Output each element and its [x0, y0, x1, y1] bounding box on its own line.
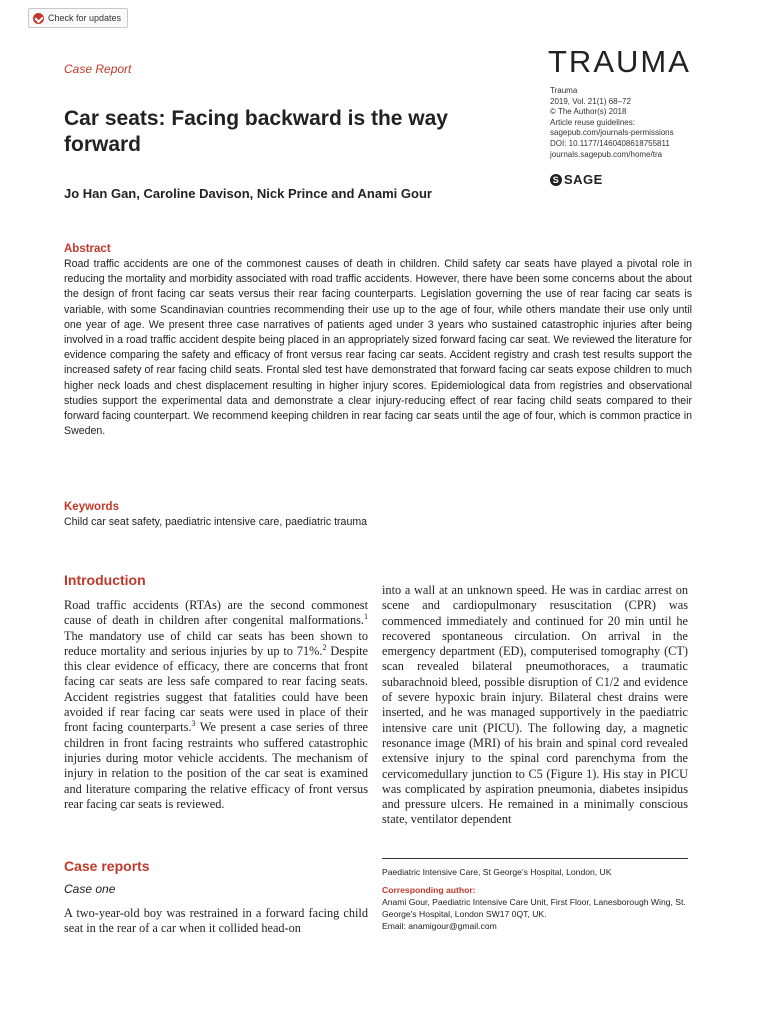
abstract-heading: Abstract: [64, 243, 111, 255]
reference-link[interactable]: 3: [191, 719, 196, 729]
case-one-heading: Case one: [64, 882, 116, 896]
keywords-heading: Keywords: [64, 501, 119, 513]
affiliation: Paediatric Intensive Care, St George's Hospital, London, UK: [382, 867, 612, 877]
case-one-paragraph: A two-year-old boy was restrained in a forward facing child seat in the rear of a car when it collided head-on: [64, 906, 368, 936]
intro-text-part: Road traffic accidents (RTAs) are the second commonest cause of death in children after congenital malformations.: [64, 598, 368, 628]
journal-info: [550, 86, 720, 160]
journal-info-line: 2019, Vol. 21(1) 68–72: [550, 96, 631, 106]
intro-text-part: The mandatory use of child car seats has been shown to reduce mortality and serious injuries by up to 71%.: [64, 628, 368, 658]
reference-link[interactable]: 2: [322, 642, 327, 652]
check-icon: [33, 13, 44, 24]
journal-info-line: © The Author(s) 2018: [550, 107, 627, 117]
intro-text-part: Despite this clear evidence of efficacy, there are concerns that front facing car seats are less safe compared to rear facing seats. Accident registries suggest that fatalities could have been avoided if rear facing car seats were used in place of their front facing counterparts.: [64, 643, 368, 735]
check-for-updates-badge[interactable]: [28, 8, 128, 28]
publisher-logo: [550, 172, 603, 187]
footnote-divider: [382, 858, 688, 859]
corresponding-email[interactable]: Email: anamigour@gmail.com: [382, 920, 497, 931]
check-for-updates-label: Check for updates: [48, 13, 122, 23]
sage-icon: S: [550, 174, 562, 186]
introduction-paragraph: [64, 598, 368, 812]
journal-info-line: Trauma: [550, 86, 578, 95]
journal-info-doi[interactable]: DOI: 10.1177/1460408618755811: [550, 138, 670, 148]
section-label: Case Report: [64, 62, 132, 76]
corresponding-address: Anami Gour, Paediatric Intensive Care Unit, First Floor, Lanesborough Wing, St. George's Hospital, London SW17 0QT, UK.: [382, 897, 686, 919]
case-reports-heading: Case reports: [64, 858, 150, 874]
journal-info-link[interactable]: sagepub.com/journals-permissions: [550, 128, 674, 138]
article-title: Car seats: Facing backward is the way forward: [64, 107, 448, 156]
journal-info-line: Article reuse guidelines:: [550, 117, 635, 127]
journal-logo: TRAUMA: [548, 44, 691, 79]
introduction-heading: Introduction: [64, 572, 146, 588]
publisher-name: SAGE: [564, 172, 603, 187]
abstract-text: Road traffic accidents are one of the commonest causes of death in children. Child safety car seats have played a pivotal role in reducing the mortality and morbidity associated with road traffic accidents. However, there have been some concerns about the about the design of front facing car seats versus their rear facing counterparts. Legislation governing the use of rear facing car seats is variable, with some Scandinavian countries recommending their use up to the age of four, while others mandate their use only until one year of age. We present three case narratives of patients aged under 3 years who sustained catastrophic injuries after being involved in a road traffic accident despite being placed in an appropriately sized forward facing car seat. We reviewed the literature for evidence comparing the safety and efficacy of front versus rear facing car seats. Accident registry and crash test results support the increased safety of rear facing child seats. Frontal sled test have demonstrated that forward facing car seats expose children to much higher neck loads and chest displacement resulting in higher injury scores. Epidemiological data from registries and observational studies support the experimental data and demonstrate a clear injury-reducing effect of rear facing child seats compared to their forward facing counterpart. We recommend keeping children in rear facing car seats until the age of four, which is common practice in Sweden.: [64, 258, 692, 438]
author-list: Jo Han Gan, Caroline Davison, Nick Prince and Anami Gour: [64, 186, 432, 201]
intro-text-part: We present a case series of three children in front facing restraints who suffered catastrophic injuries during motor vehicle accidents. The mechanism of injury in relation to the position of the car seat is examined and literature comparing the relative efficacy of front versus rear facing car seats is reviewed.: [64, 720, 368, 811]
corresponding-author-heading: Corresponding author:: [382, 885, 476, 895]
case-one-continued-paragraph: into a wall at an unknown speed. He was in cardiac arrest on scene and cardiopulmonary resuscitation (CPR) was commenced immediately and continued for 20 min until he recovered spontaneous circulation. On arrival in the emergency department (ED), computerised tomography (CT) scan revealed bilateral pneumothoraces, a traumatic subarachnoid bleed, possible disruption of C1/2 and evidence of severe hypoxic brain injury. Bilateral chest drains were inserted, and he was managed supportively in the paediatric intensive care unit (PICU). The following day, a magnetic resonance image (MRI) of his brain and spinal cord revealed extensive injury to the spinal cord parenchyma from the cervicomedullary junction to C5 (Figure 1). His stay in PICU was complicated by aspiration pneumonia, diabetes insipidus and pressure ulcers. He remained in a minimally conscious state, ventilator dependent: [382, 583, 688, 827]
journal-info-link[interactable]: journals.sagepub.com/home/tra: [550, 149, 663, 159]
corresponding-author-details: [382, 897, 692, 932]
keywords-text: Child car seat safety, paediatric intensive care, paediatric trauma: [64, 516, 368, 528]
reference-link[interactable]: 1: [364, 612, 368, 622]
